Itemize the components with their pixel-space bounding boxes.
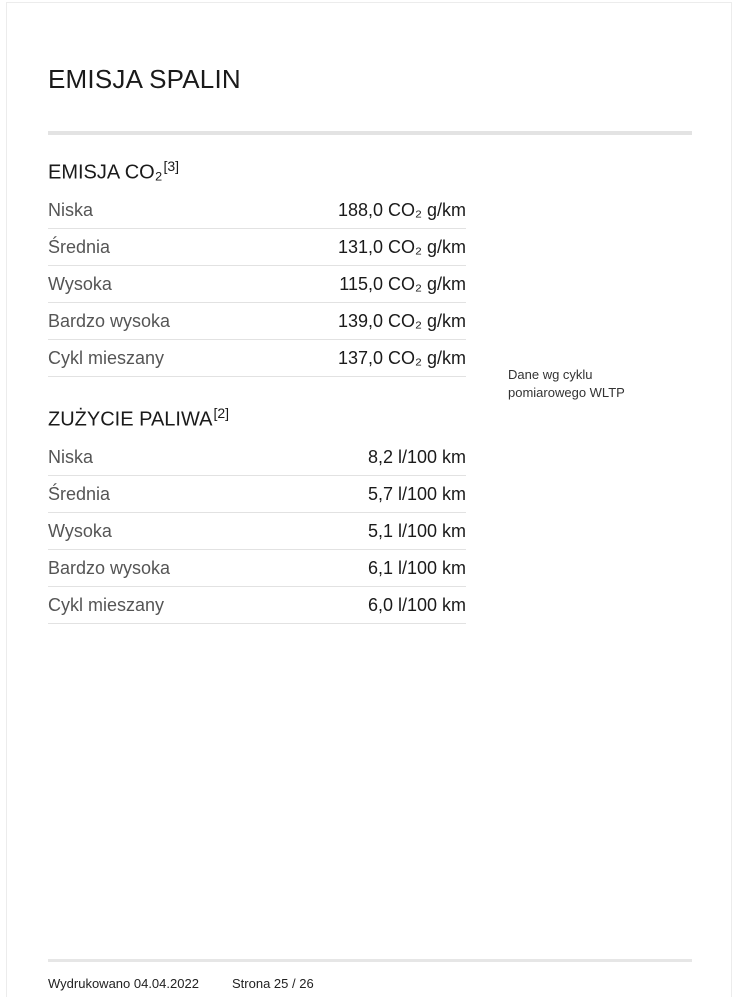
row-value: 137,0 CO₂ g/km <box>337 347 466 368</box>
table-row <box>48 550 466 587</box>
co2-section-heading <box>48 158 179 185</box>
row-value: 6,1 l/100 km <box>367 557 466 578</box>
co2-table <box>48 192 466 377</box>
table-row <box>48 303 466 340</box>
table-row <box>48 587 466 624</box>
fuel-section-heading <box>48 405 229 432</box>
table-row <box>48 439 466 476</box>
row-label: Cykl mieszany <box>48 347 165 368</box>
page-title: EMISJA SPALIN <box>48 64 241 94</box>
table-row <box>48 229 466 266</box>
row-label: Niska <box>48 199 94 220</box>
fuel-footnote-ref: [2] <box>213 405 230 421</box>
row-label: Średnia <box>48 483 111 504</box>
footer-divider <box>48 959 692 962</box>
co2-heading-text: EMISJA CO₂ <box>48 161 163 184</box>
wltp-note: Dane wg cyklu pomiarowego WLTP <box>508 367 625 400</box>
table-row <box>48 513 466 550</box>
row-label: Wysoka <box>48 273 112 294</box>
row-label: Niska <box>48 446 94 467</box>
row-value: 6,0 l/100 km <box>367 594 466 615</box>
row-value: 8,2 l/100 km <box>367 446 466 467</box>
row-value: 115,0 CO₂ g/km <box>339 273 466 294</box>
fuel-heading-text: ZUŻYCIE PALIWA <box>48 408 213 431</box>
title-divider <box>48 131 692 135</box>
fuel-table <box>48 439 466 624</box>
table-row <box>48 340 466 377</box>
table-row <box>48 266 466 303</box>
row-label: Bardzo wysoka <box>48 557 171 578</box>
page-number: Strona 25 / 26 <box>232 976 314 991</box>
row-label: Cykl mieszany <box>48 594 165 615</box>
co2-footnote-ref: [3] <box>163 158 180 174</box>
row-label: Bardzo wysoka <box>48 310 171 331</box>
row-label: Wysoka <box>48 520 112 541</box>
row-value: 188,0 CO₂ g/km <box>337 199 466 220</box>
print-date: Wydrukowano 04.04.2022 <box>48 976 199 991</box>
row-value: 5,1 l/100 km <box>367 520 466 541</box>
row-value: 139,0 CO₂ g/km <box>337 310 466 331</box>
table-row <box>48 192 466 229</box>
row-value: 5,7 l/100 km <box>367 483 466 504</box>
row-label: Średnia <box>48 236 111 257</box>
table-row <box>48 476 466 513</box>
row-value: 131,0 CO₂ g/km <box>337 236 466 257</box>
